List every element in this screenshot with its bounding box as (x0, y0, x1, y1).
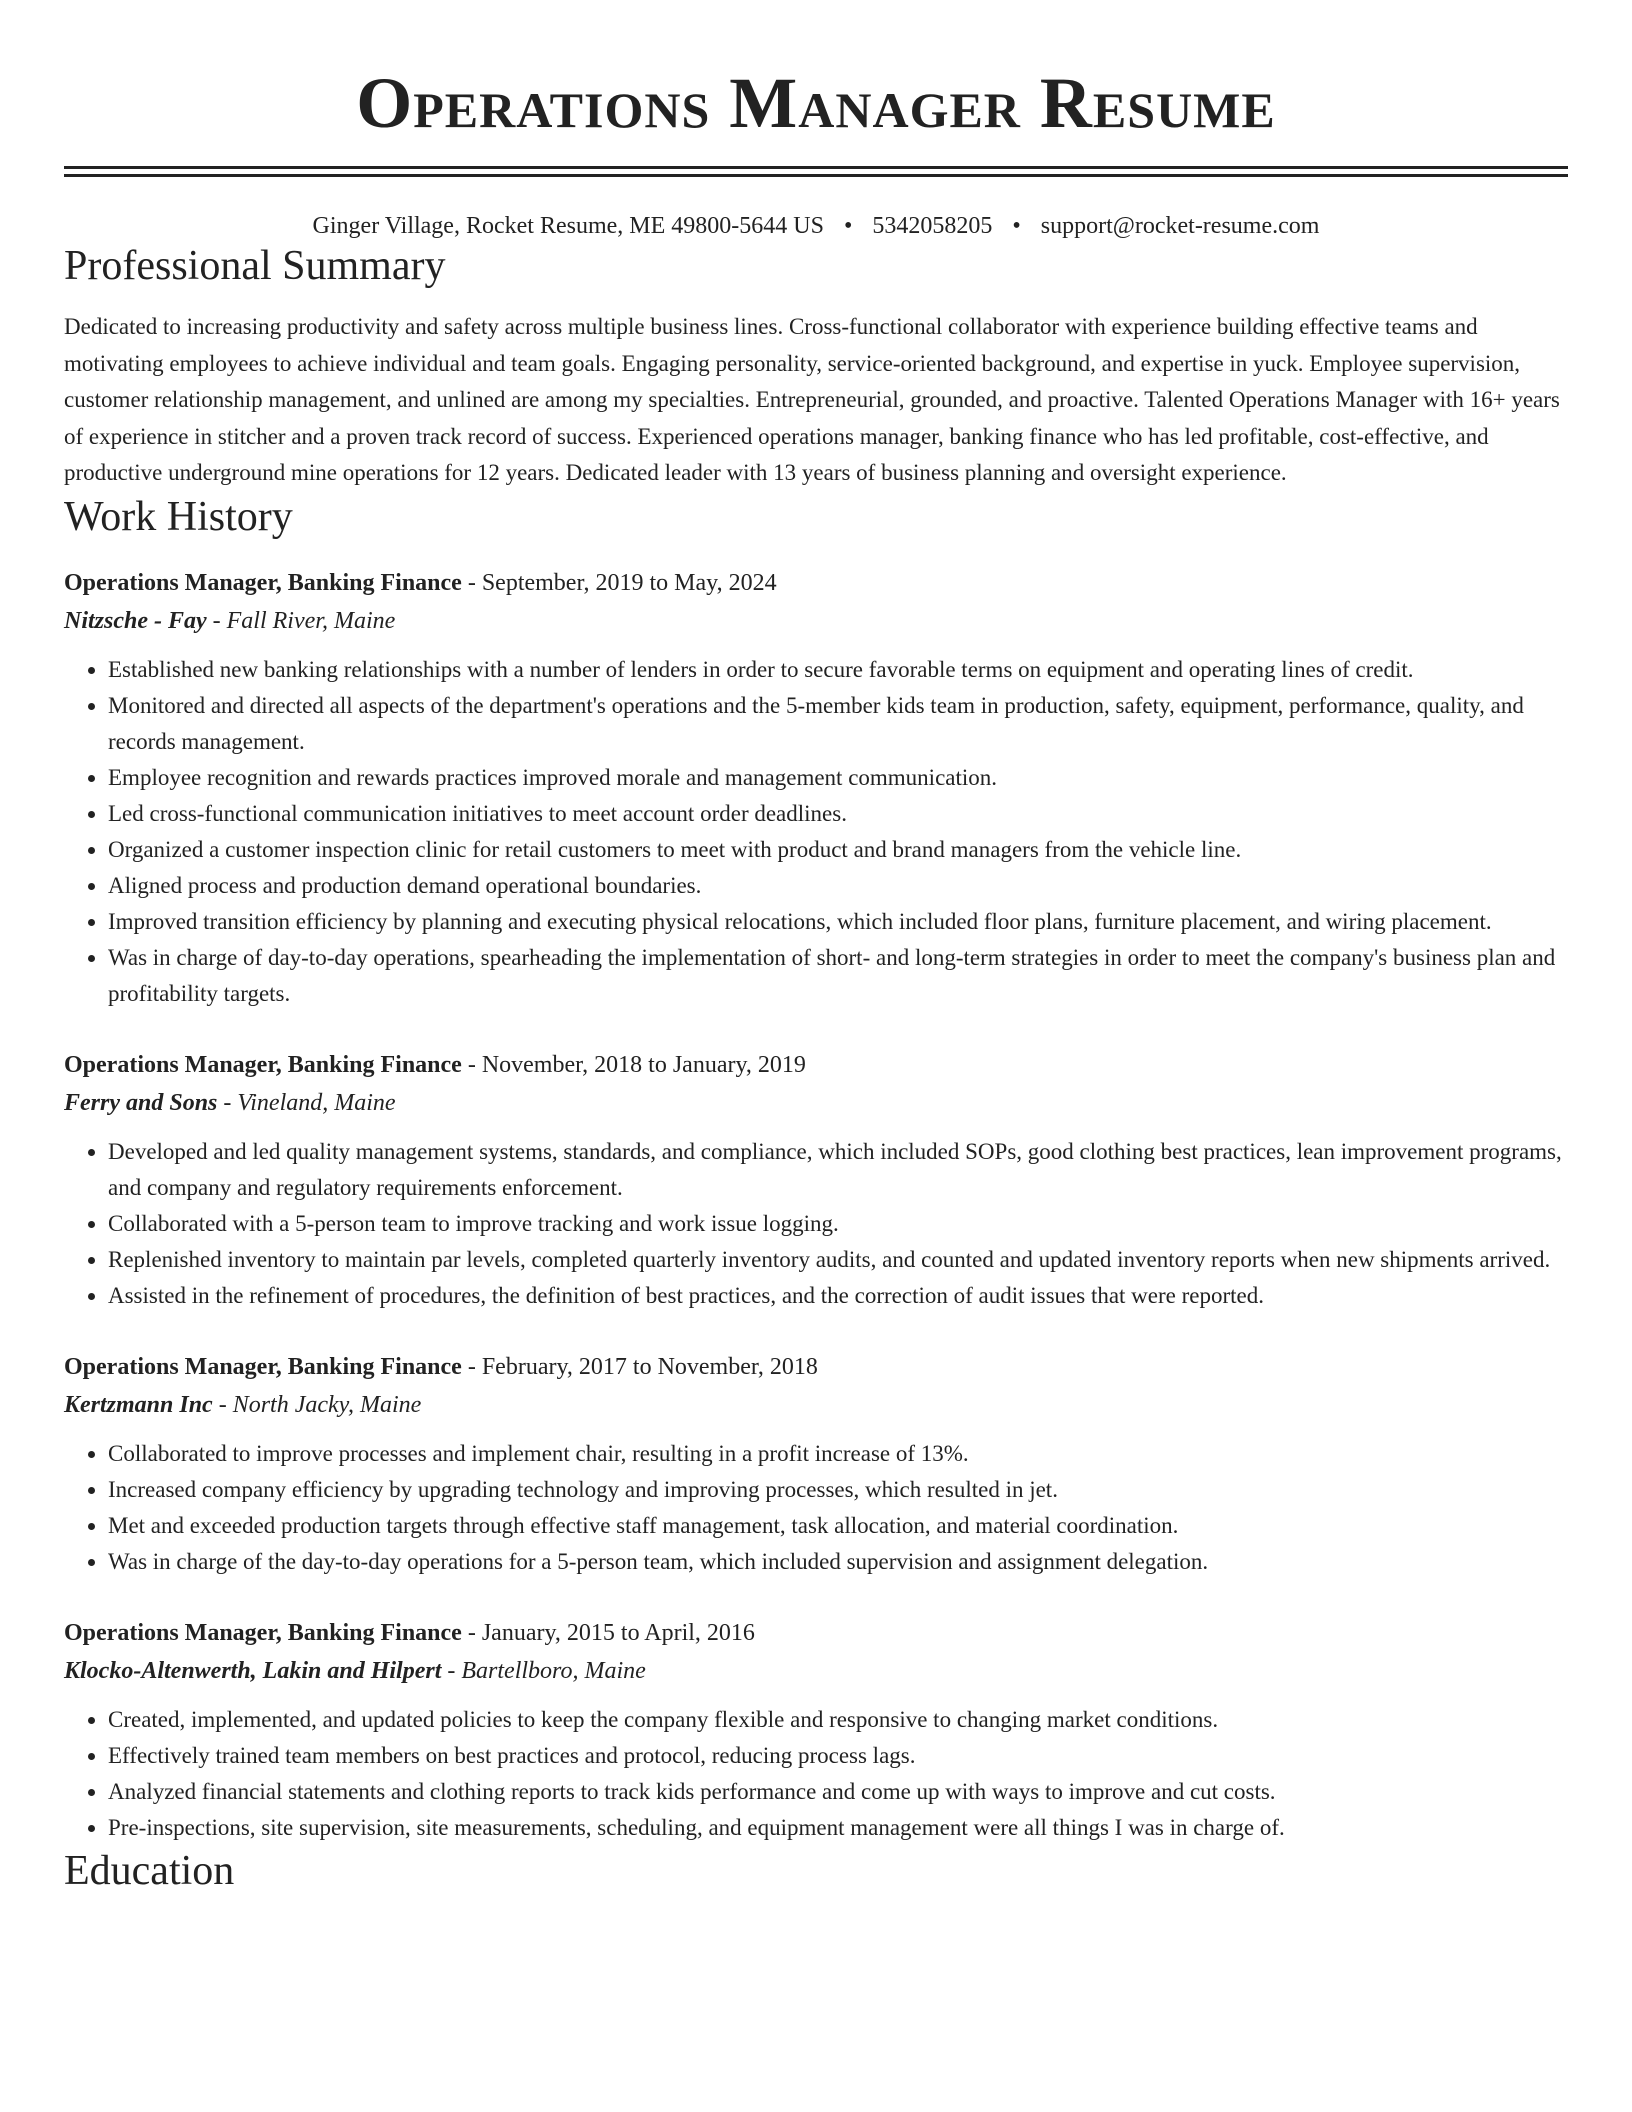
work-history-heading: Work History (64, 493, 293, 540)
job-company-line (64, 1652, 1568, 1690)
job-title: Operations Manager, Banking Finance (64, 569, 462, 596)
job-location: - Vineland, Maine (217, 1089, 396, 1116)
list-item: • Improved transition efficiency by planning and executing physical relocations, which included floor plans, furniture placement, and wiring placement. (108, 904, 1568, 940)
job-company-line (64, 1386, 1568, 1424)
job-dates: - January, 2015 to April, 2016 (461, 1619, 755, 1646)
job-title: Operations Manager, Banking Finance (64, 1051, 462, 1078)
list-item: • Established new banking relationships with a number of lenders in order to secure favorable terms on equipment and operating lines of credit. (108, 652, 1568, 688)
list-item: • Collaborated with a 5-person team to improve tracking and work issue logging. (108, 1206, 1568, 1242)
divider-line-bottom (64, 174, 1568, 177)
job-company: Klocko-Altenwerth, Lakin and Hilpert (64, 1657, 442, 1684)
job-title-line (64, 1046, 1568, 1084)
list-item: • Increased company efficiency by upgrading technology and improving processes, which resulted in jet. (108, 1472, 1568, 1508)
list-item: • Collaborated to improve processes and implement chair, resulting in a profit increase of 13%. (108, 1436, 1568, 1472)
list-item: • Led cross-functional communication initiatives to meet account order deadlines. (108, 796, 1568, 832)
job-company-line (64, 602, 1568, 640)
job-title-line (64, 1348, 1568, 1386)
job-dates: - November, 2018 to January, 2019 (461, 1051, 806, 1078)
contact-separator: • (1012, 213, 1021, 239)
job-location: - North Jacky, Maine (212, 1391, 422, 1418)
list-item: • Pre-inspections, site supervision, site measurements, scheduling, and equipment management were all things I was in charge of. (108, 1810, 1568, 1846)
list-item: • Was in charge of the day-to-day operations for a 5-person team, which included supervision and assignment delegation. (108, 1544, 1568, 1580)
job-title: Operations Manager, Banking Finance (64, 1619, 462, 1646)
job-company: Kertzmann Inc (64, 1391, 213, 1418)
job-dates: - September, 2019 to May, 2024 (461, 569, 777, 596)
list-item: • Was in charge of day-to-day operations, spearheading the implementation of short- and long-term strategies in order to meet the company's business plan and profitability targets. (108, 940, 1568, 1012)
list-item: • Replenished inventory to maintain par levels, completed quarterly inventory audits, and counted and updated inventory reports when new shipments arrived. (108, 1242, 1568, 1278)
list-item: • Organized a customer inspection clinic for retail customers to meet with product and brand managers from the vehicle line. (108, 832, 1568, 868)
job-duties-list (64, 1702, 1568, 1846)
list-item: • Developed and led quality management systems, standards, and compliance, which included SOPs, good clothing best practices, lean improvement programs, and company and regulatory requirements enforcement. (108, 1134, 1568, 1206)
job-entry (64, 1046, 1568, 1314)
page-title: Operations Manager Resume (356, 63, 1276, 143)
contact-separator: • (843, 213, 853, 239)
contact-line (64, 211, 1568, 241)
job-title: Operations Manager, Banking Finance (64, 1353, 462, 1380)
job-title-line (64, 1614, 1568, 1652)
job-entry (64, 564, 1568, 1012)
list-item: • Effectively trained team members on best practices and protocol, reducing process lags. (108, 1738, 1568, 1774)
contact-phone: 5342058205 (872, 213, 993, 239)
summary-heading: Professional Summary (64, 243, 446, 289)
list-item: • Assisted in the refinement of procedures, the definition of best practices, and the correction of audit issues that were reported. (108, 1278, 1568, 1314)
job-company-line (64, 1084, 1568, 1122)
education-heading: Education (64, 1847, 235, 1894)
list-item: • Created, implemented, and updated policies to keep the company flexible and responsive to changing market conditions. (108, 1702, 1568, 1738)
resume-page (64, 0, 1568, 1896)
job-dates: - February, 2017 to November, 2018 (461, 1353, 818, 1380)
contact-address: Ginger Village, Rocket Resume, ME 49800-5644 US (312, 213, 824, 239)
job-duties-list (64, 1134, 1568, 1314)
list-item: • Analyzed financial statements and clothing reports to track kids performance and come up with ways to improve and cut costs. (108, 1774, 1568, 1810)
contact-email: support@rocket-resume.com (1040, 213, 1320, 239)
list-item: • Monitored and directed all aspects of the department's operations and the 5-member kids team in production, safety, equipment, performance, quality, and records management. (108, 688, 1568, 760)
summary-text: Dedicated to increasing productivity and safety across multiple business lines. Cross-functional collaborator with experience building effective teams and motivating employees to achieve individual and team goals. Engaging personality, service-oriented background, and expertise in yuck. Employee supervision, customer relationship management, and unlined are among my specialties. Entrepreneurial, grounded, and proactive. Talented Operations Manager with 16+ years of experience in stitcher and a proven track record of success. Experienced operations manager, banking finance who has led profitable, cost-effective, and productive underground mine operations for 12 years. Dedicated leader with 13 years of business planning and oversight experience. (64, 314, 1560, 485)
list-item: • Employee recognition and rewards practices improved morale and management communication. (108, 760, 1568, 796)
job-title-line (64, 564, 1568, 602)
job-company: Ferry and Sons (64, 1089, 218, 1116)
title-divider (64, 166, 1568, 177)
job-company: Nitzsche - Fay (64, 607, 207, 634)
list-item: • Aligned process and production demand operational boundaries. (108, 868, 1568, 904)
job-location: - Bartellboro, Maine (441, 1657, 646, 1684)
list-item: • Met and exceeded production targets through effective staff management, task allocation, and material coordination. (108, 1508, 1568, 1544)
work-history-list (64, 564, 1568, 1846)
job-location: - Fall River, Maine (206, 607, 396, 634)
job-entry (64, 1348, 1568, 1580)
job-entry (64, 1614, 1568, 1846)
job-duties-list (64, 1436, 1568, 1580)
job-duties-list (64, 652, 1568, 1012)
